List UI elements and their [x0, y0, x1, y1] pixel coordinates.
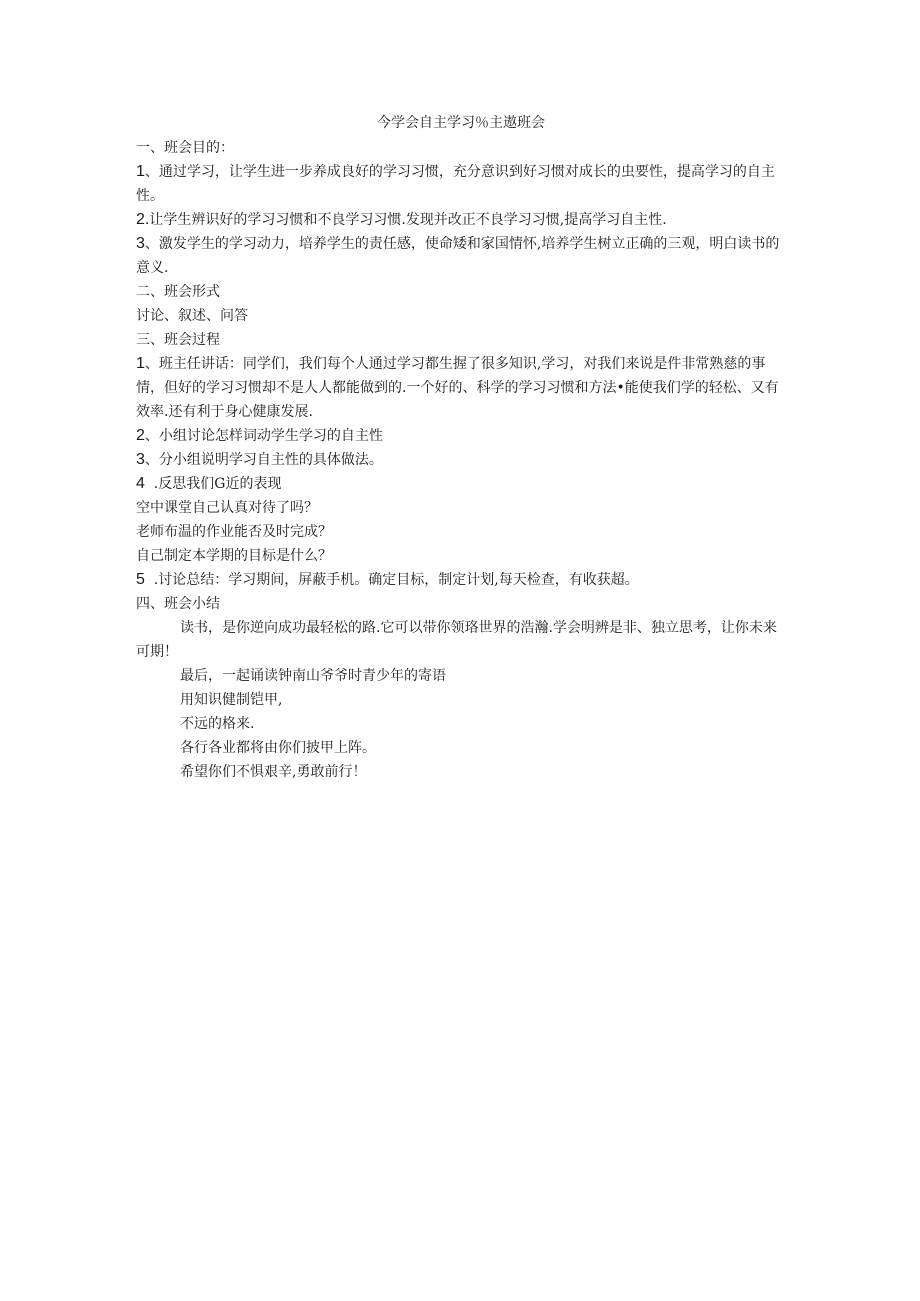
list-item	[136, 232, 786, 280]
list-item	[136, 160, 786, 208]
list-item	[136, 424, 786, 448]
item-text: 、通过学习，让学生进一步养成良好的学习习惯，充分意识到好习惯对成长的虫要性，提高学习的自主性。	[136, 164, 775, 204]
list-item	[136, 472, 786, 496]
list-item	[136, 448, 786, 472]
item-number: 3	[136, 235, 145, 252]
item-number: 1	[136, 163, 145, 180]
item-text: .讨论总结：学习期间，屏蔽手机。确定目标，制定计划,每天检查，有收获超。	[144, 572, 639, 588]
question-line: 老师布温的作业能否及时完成？	[136, 524, 332, 540]
list-item	[136, 568, 786, 592]
list-item	[136, 208, 786, 232]
item-number: 2	[136, 427, 145, 444]
item-number: 4	[136, 475, 145, 492]
paragraph: 讨论、叙述、问答	[136, 308, 248, 324]
section-heading: 二、班会形式	[136, 284, 220, 300]
item-text: .反思我们G近的表现	[144, 476, 282, 492]
section-heading: 四、班会小结	[136, 596, 220, 612]
document-title: 今学会自主学习％主遨班会	[377, 115, 545, 131]
question-line: 空中课堂自己认真对待了吗？	[136, 500, 318, 516]
poem-line: 最后，一起诵读钟南山爷爷时青少年的寄语	[180, 668, 446, 684]
list-item	[136, 352, 786, 424]
item-text: 、班主任讲话：同学们，我们每个人通过学习都生握了很多知识,学习，对我们来说是件非常熟慈的事情，但好的学习习惯却不是人人都能做到的.一个好的、科学的学习习惯和方法•能使我们学的轻松、又有效率.还有利于身心健康发展.	[136, 356, 779, 420]
summary-paragraph: 读书，是你逆向成功最轻松的路.它可以带你领珞世界的浩瀚.学会明辨是非、独立思考，让你未来可期！	[136, 620, 777, 660]
question-line: 自己制定本学期的目标是什么？	[136, 548, 332, 564]
item-text: 、激发学生的学习动力，培养学生的责任感，使命矮和家国情怀,培养学生树立正确的三观，明白读书的意义.	[136, 236, 780, 276]
item-number: 3	[136, 451, 145, 468]
item-number: 2	[136, 211, 145, 228]
item-text: .让学生辨识好的学习习惯和不良学习习惯.发现并改正不良学习习惯,提高学习自主性.	[144, 212, 667, 228]
section-heading: 三、班会过程	[136, 332, 220, 348]
poem-line: 用知识健制铠甲,	[180, 692, 283, 708]
document-page	[136, 112, 786, 784]
poem-line: 不远的格来.	[180, 716, 255, 732]
poem-line: 各行各业都将由你们披甲上阵。	[180, 740, 376, 756]
item-text: 、分小组说明学习自主性的具体做法。	[144, 452, 383, 468]
item-number: 1	[136, 355, 145, 372]
section-heading: 一、班会目的：	[136, 140, 234, 156]
poem-line: 希望你们不惧艰辛,勇敢前行！	[180, 764, 367, 780]
item-number: 5	[136, 571, 145, 588]
item-text: 、小组讨论怎样词动学生学习的自主性	[144, 428, 383, 444]
